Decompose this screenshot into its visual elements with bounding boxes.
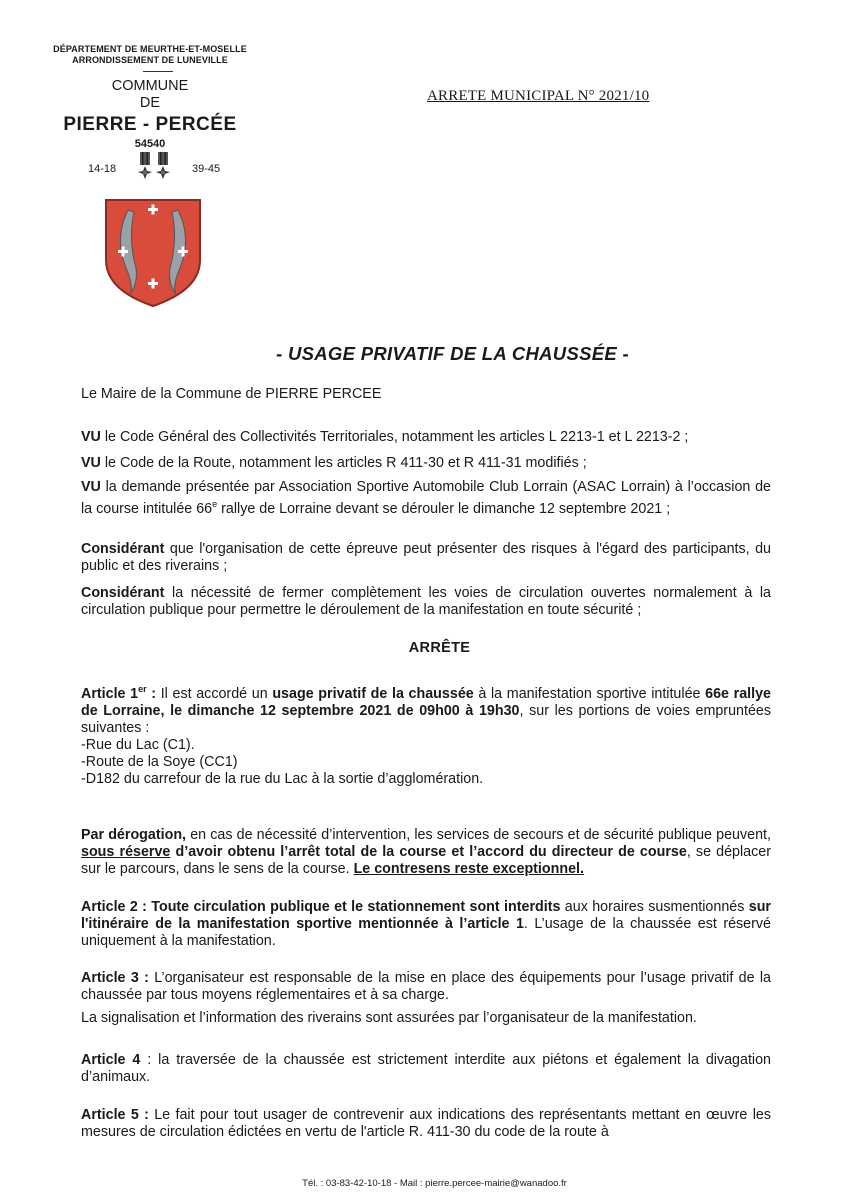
department-header <box>40 44 260 66</box>
vu-lead: VU <box>81 455 101 471</box>
department-name: DÉPARTEMENT DE MEURTHE-ET-MOSELLE <box>53 44 247 54</box>
commune-name: PIERRE - PERCÉE <box>63 114 237 135</box>
derogation-text: , se déplacer sur le parcours, dans le sens de la course. <box>81 844 771 877</box>
article-text: Il est accordé un <box>156 685 273 702</box>
article-3 <box>81 970 771 1027</box>
considerant-text: la nécessité de fermer complètement les voies de circulation ouvertes normalement à la circulation publique pour permettre le déroulement de la manifestation en toute sécurité ; <box>81 585 771 618</box>
vu-text: le Code Général des Collectivités Territoriales, notamment les articles L 2213-1 et L 2213-2 ; <box>100 429 689 445</box>
considerant-1 <box>81 541 771 575</box>
considerant-lead: Considérant <box>81 585 165 601</box>
article-text: : la traversée de la chaussée est strictement interdite aux piétons et également la divagation d’animaux. <box>81 1052 772 1085</box>
derogation-text: en cas de nécessité d’intervention, les services de secours et de sécurité publique peuvent, <box>186 827 771 843</box>
considerant-lead: Considérant <box>81 541 165 557</box>
derogation-underline: sous réserve <box>81 844 171 860</box>
article-bold: usage privatif de la chaussée <box>272 685 474 702</box>
article-1 <box>81 681 771 788</box>
road-item: -Route de la Soye (CC1) <box>81 753 238 770</box>
derogation-lead: Par dérogation, <box>81 827 187 843</box>
article-lead: Article 4 <box>81 1052 141 1068</box>
article-bold: sur l'itinéraire de la manifestation sportive mentionnée à l’article 1 <box>81 899 771 932</box>
derogation-underline: Le contresens reste exceptionnel. <box>353 861 585 877</box>
article-text: , sur les portions de voies empruntées suivantes : <box>81 702 771 736</box>
commune-label-block <box>60 78 240 112</box>
vu-lead: VU <box>81 429 101 445</box>
considerant-text: que l'organisation de cette épreuve peut présenter des risques à l'égard des participants, du public et des riverains ; <box>81 541 771 574</box>
article-text: Le fait pour tout usager de contrevenir aux indications des représentants mettant en œuvre les mesures de circulation édictées en vertu de l'article R. 411-30 du code de la route à <box>81 1107 771 1140</box>
ordinal-sup: e <box>212 499 218 509</box>
article-lead: Article 5 : <box>81 1107 149 1123</box>
vu-text-cont: rallye de Lorraine devant se dérouler le dimanche 12 septembre 2021 ; <box>217 500 671 517</box>
article-lead: Article 1er : <box>81 684 157 702</box>
postal-code: 54540 <box>134 138 166 150</box>
article-text: aux horaires susmentionnés <box>560 899 749 915</box>
document-title: - USAGE PRIVATIF DE LA CHAUSSÉE - <box>276 343 629 364</box>
footer-contact: Tél. : 03-83-42-10-18 - Mail : pierre.percee-mairie@wanadoo.fr <box>302 1178 567 1189</box>
article-text: . L’usage de la chaussée est réservé uniquement à la manifestation. <box>81 916 771 949</box>
article-text: L’organisateur est responsable de la mise en place des équipements pour l’usage privatif de la chaussée par tous moyens réglementaires et à sa charge. <box>81 970 771 1003</box>
article-2 <box>81 899 771 950</box>
vu-text: la demande présentée par Association Sportive Automobile Club Lorrain (ASAC Lorrain) à l’occasion de la course intitulée 66 <box>81 479 771 517</box>
commune-label: COMMUNE <box>111 78 189 94</box>
vu-clause-1 <box>81 429 771 446</box>
article-lead: Article 2 : Toute circulation publique et le stationnement sont interdits <box>81 899 561 915</box>
article-4 <box>81 1052 771 1086</box>
derogation-clause <box>81 827 771 878</box>
war-years-right: 39-45 <box>192 163 221 175</box>
de-label: DE <box>139 95 161 111</box>
road-item: -D182 du carrefour de la rue du Lac à la sortie d’agglomération. <box>81 770 484 787</box>
coat-of-arms-icon <box>104 198 202 308</box>
considerant-2 <box>81 585 771 619</box>
derogation-bold: d’avoir obtenu l’arrêt total de la course et l’accord du directeur de course <box>170 844 687 860</box>
article-text: La signalisation et l’information des riverains sont assurées par l’organisateur de la manifestation. <box>81 1010 697 1026</box>
vu-text: le Code de la Route, notamment les articles R 411-30 et R 411-31 modifiés ; <box>100 455 587 471</box>
arrete-heading: ARRÊTE <box>408 640 471 656</box>
arrete-number: ARRETE MUNICIPAL N° 2021/10 <box>427 88 650 104</box>
croix-de-guerre-medal-icon <box>138 152 152 186</box>
vu-clause-2 <box>81 455 771 472</box>
vu-lead: VU <box>81 479 101 495</box>
intro-line: Le Maire de la Commune de PIERRE PERCEE <box>81 386 382 402</box>
arrondissement-name: ARRONDISSEMENT DE LUNEVILLE <box>72 55 228 65</box>
article-text: à la manifestation sportive intitulée <box>473 685 706 702</box>
war-years-left: 14-18 <box>88 163 117 175</box>
road-item: -Rue du Lac (C1). <box>81 736 195 753</box>
article-bold: 66e rallye de Lorraine, le dimanche 12 septembre 2021 de 09h00 à 19h30 <box>81 685 771 719</box>
croix-de-guerre-medal-icon <box>156 152 170 186</box>
article-lead: Article 3 : <box>81 970 149 986</box>
header-divider <box>143 71 173 72</box>
vu-clause-3 <box>81 479 771 518</box>
article-5 <box>81 1107 771 1141</box>
